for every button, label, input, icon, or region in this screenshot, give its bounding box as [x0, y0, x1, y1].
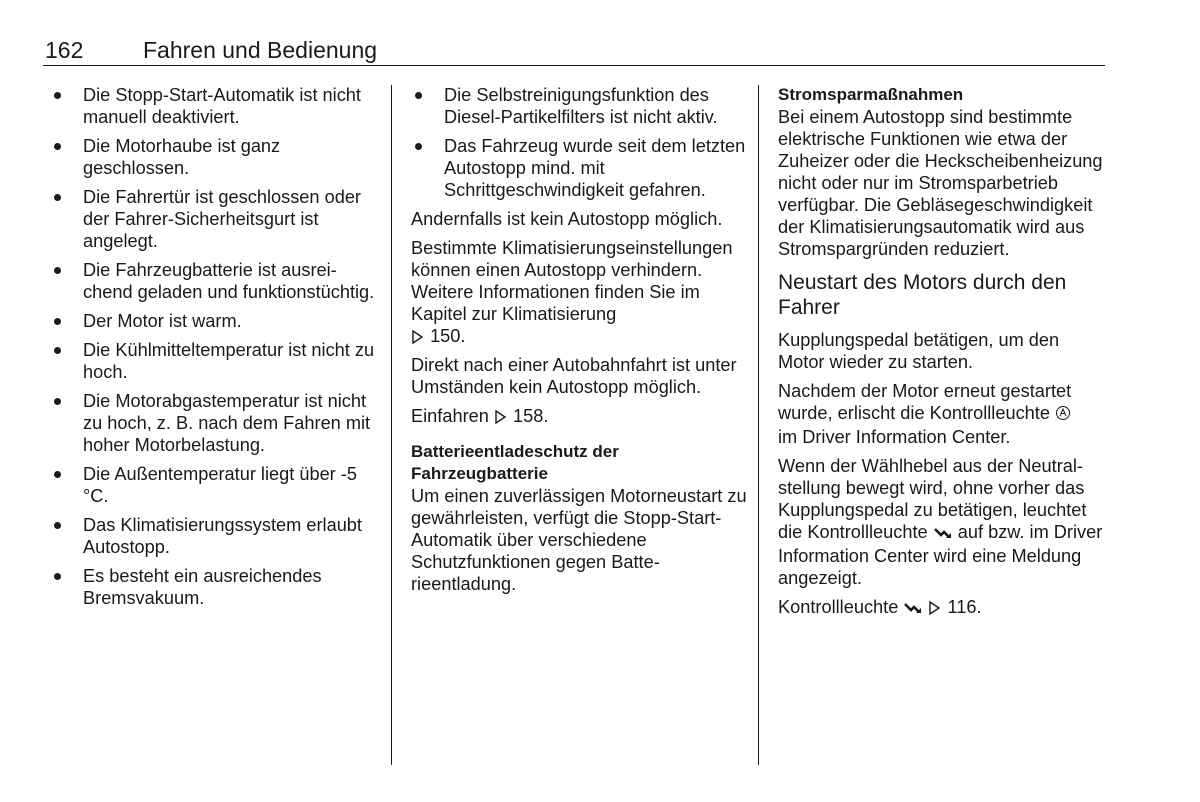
bullet-icon	[54, 194, 61, 201]
bullet-icon	[415, 143, 422, 150]
list-item: Es besteht ein ausreichendes Bremsvakuum.	[50, 565, 380, 609]
list-item: Die Motorhaube ist ganz geschlossen.	[50, 135, 380, 179]
paragraph-with-reference: Kontrollleuchte 116.	[778, 596, 1108, 620]
subheading: Stromsparmaßnahmen	[778, 85, 964, 104]
column-2	[411, 84, 751, 602]
column-divider-2	[758, 85, 759, 765]
gear-shift-indicator-icon	[933, 523, 953, 545]
list-item: Der Motor ist warm.	[50, 310, 380, 332]
column-divider-1	[391, 85, 392, 765]
list-item: Die Selbstreinigungsfunktion des Diesel-Partikelfilters ist nicht aktiv.	[411, 84, 751, 128]
bullet-icon	[54, 318, 61, 325]
page-reference-arrow-icon	[494, 405, 508, 427]
condition-list-continued	[411, 84, 751, 201]
paragraph: Wenn der Wählhebel aus der Neutralstellung bewegt wird, ohne vorher das Kupplungspedal zu betätigen, leuchtet die Kontrollleuchte auf bzw. im Driver Information Center wird eine Meldung angezeigt.	[778, 456, 1103, 588]
bullet-icon	[54, 573, 61, 580]
paragraph: Andernfalls ist kein Autostopp möglich.	[411, 209, 723, 229]
paragraph-with-reference: Einfahren 158.	[411, 406, 549, 426]
paragraph-with-reference: Bestimmte Klimatisierungseinstellungen können einen Autostopp verhindern. Weitere Informationen finden Sie im Kapitel zur Klimatisierung 150.	[411, 238, 733, 346]
section-heading: Neustart des Motors durch den Fahrer	[778, 271, 1067, 319]
page-reference[interactable]: 116.	[947, 597, 982, 617]
bullet-icon	[415, 92, 422, 99]
section-title: Fahren und Bedienung	[143, 37, 378, 63]
bullet-icon	[54, 522, 61, 529]
condition-list	[50, 84, 380, 609]
page-header	[43, 36, 1105, 64]
list-item: Das Klimatisierungssystem erlaubt Autostopp.	[50, 514, 380, 558]
list-item: Die Stopp-Start-Automatik ist nicht manuell deaktiviert.	[50, 84, 380, 128]
page-reference-arrow-icon	[411, 325, 425, 347]
column-3	[778, 84, 1108, 627]
bullet-icon	[54, 143, 61, 150]
bullet-icon	[54, 471, 61, 478]
list-item: Die Außentemperatur liegt über -5 °C.	[50, 463, 380, 507]
list-item: Die Fahrertür ist geschlossen oder der Fahrer-Sicherheitsgurt ist angelegt.	[50, 186, 380, 252]
list-item: Die Motorabgastemperatur ist nicht zu hoch, z. B. nach dem Fahren mit hoher Motorbelastung.	[50, 390, 380, 456]
paragraph: Kupplungspedal betätigen, um den Motor wieder zu starten.	[778, 330, 1060, 372]
paragraph: Nachdem der Motor erneut gestartet wurde, erlischt die Kontrollleuchte im Driver Information Center.	[778, 381, 1072, 447]
page-number: 162	[45, 37, 84, 63]
subheading: Batterieentladeschutz der Fahrzeugbatterie	[411, 442, 619, 483]
header-rule	[43, 65, 1105, 66]
paragraph: Um einen zuverlässigen Motorneustart zu gewährleisten, verfügt die Stopp-Start-Automatik über verschiedene Schutzfunktionen gegen Batterieentladung.	[411, 486, 747, 594]
autostop-indicator-icon	[1055, 404, 1071, 426]
list-item: Die Fahrzeugbatterie ist ausreichend geladen und funktionstüchtig.	[50, 259, 380, 303]
bullet-icon	[54, 92, 61, 99]
paragraph: Bei einem Autostopp sind bestimmte elektrische Funktionen wie etwa der Zuheizer oder die Heckscheibenheizung nicht oder nur im Stromsparbetrieb verfügbar. Die Gebläsegeschwindigkeit der Klimatisierungsautomatik wird aus Stromspargründen reduziert.	[778, 107, 1103, 259]
bullet-icon	[54, 398, 61, 405]
list-item: Die Kühlmitteltemperatur ist nicht zu hoch.	[50, 339, 380, 383]
page-reference[interactable]: 150.	[430, 326, 466, 346]
page-reference[interactable]: 158.	[512, 406, 549, 426]
column-1	[50, 84, 380, 616]
bullet-icon	[54, 347, 61, 354]
page-reference-arrow-icon	[928, 596, 942, 618]
paragraph: Direkt nach einer Autobahnfahrt ist unter Umständen kein Autostopp möglich.	[411, 355, 737, 397]
bullet-icon	[54, 267, 61, 274]
gear-shift-indicator-icon	[903, 598, 923, 620]
list-item: Das Fahrzeug wurde seit dem letzten Autostopp mind. mit Schrittgeschwindigkeit gefahren.	[411, 135, 751, 201]
